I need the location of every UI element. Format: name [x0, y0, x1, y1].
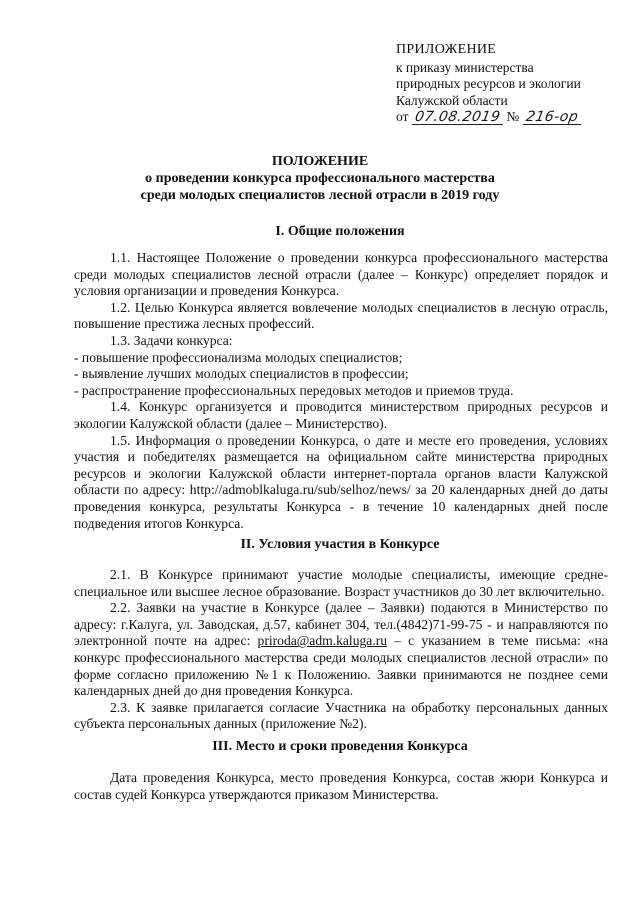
- paragraph-1-5: 1.5. Информация о проведении Конкурса, о дате и месте его проведения, условиях участия и победителях размещается на официальном сайте министерства природных ресурсов и экологии Калужской области интернет-портала органов власти Калужской области по адресу: http://admoblkaluga.ru/sub/selhoz/news/ за 20 календарных дней до даты проведения конкурса, результаты Конкурса - в течение 10 календарных дней после подведения итогов Конкурса.: [74, 432, 608, 531]
- section-2-body: [74, 567, 608, 733]
- appendix-title: ПРИЛОЖЕНИЕ: [396, 42, 497, 57]
- section-1-body: [74, 250, 608, 532]
- paragraph-1-3: 1.3. Задачи конкурса:: [110, 332, 233, 348]
- paragraph-1-4: 1.4. Конкурс организуется и проводится министерством природных ресурсов и экологии Калужской области (далее – Министерство).: [74, 399, 608, 431]
- appendix-block: [396, 42, 626, 126]
- number-sign: №: [506, 109, 520, 124]
- paragraph-1-2: 1.2. Целью Конкурса является вовлечение молодых специалистов в лесную отрасль, повышение престижа лесных профессий.: [74, 299, 608, 332]
- document-title: [0, 153, 640, 204]
- paragraph-3-1: Дата проведения Конкурса, место проведения Конкурса, состав жюри Конкурса и состав судей Конкурса утверждаются приказом Министерства.: [74, 770, 608, 802]
- date-prefix: от: [396, 109, 409, 124]
- document-title-line-2: о проведении конкурса профессионального мастерства: [145, 171, 495, 186]
- document-title-line-3: среди молодых специалистов лесной отрасли в 2019 году: [140, 188, 500, 203]
- task-item-3: - распространение профессиональных передовых методов и приемов труда.: [74, 382, 514, 398]
- paragraph-2-2: [74, 600, 608, 700]
- section-3-body: [74, 770, 608, 803]
- order-date-line: [396, 109, 626, 126]
- task-item-2: - выявление лучших молодых специалистов в профессии;: [74, 366, 409, 382]
- paragraph-2-3: 2.3. К заявке прилагается согласие Участника на обработку персональных данных субъекта персональных данных (приложение №2).: [74, 699, 608, 732]
- appendix-line-2: природных ресурсов и экологии: [396, 76, 581, 91]
- paragraph-2-2-start: 2.2. Заявки на участие в Конкурсе (далее – Заявки) подаются в Министерство по адресу: г.Калуга, ул. Заводская, д.57, кабинет 304, тел.(4842)71-99-75 - и направляются по электронной почте на адрес:: [74, 600, 608, 649]
- email-link[interactable]: priroda@adm.kaluga.ru: [257, 633, 388, 649]
- paragraph-2-2-end: – с указанием в теме письма: «на конкурс профессионального мастерства среди молодых специалистов лесной отрасли» по форме согласно приложению №1 к Положению. Заявки принимаются не позднее семи календарных дней до дня проведения Конкурса.: [74, 633, 608, 699]
- handwritten-date-field: [412, 109, 503, 125]
- handwritten-number-field: [523, 109, 581, 125]
- paragraph-2-1: 2.1. В Конкурсе принимают участие молодые специалисты, имеющие средне-специальное или высшее лесное образование. Возраст участников до 30 лет включительно.: [74, 567, 608, 599]
- appendix-line-1: к приказу министерства: [396, 59, 534, 75]
- document-title-line-1: ПОЛОЖЕНИЕ: [271, 154, 369, 169]
- handwritten-date: 07.08.2019: [413, 109, 502, 125]
- handwritten-number: 216-ор: [524, 109, 580, 125]
- section-1-heading: I. Общие положения: [275, 224, 405, 239]
- task-item-1: - повышение профессионализма молодых специалистов;: [74, 349, 403, 365]
- section-3-heading: III. Место и сроки проведения Конкурса: [212, 739, 468, 754]
- section-2-heading: II. Условия участия в Конкурсе: [240, 537, 440, 552]
- appendix-line-3: Калужской области: [396, 92, 508, 108]
- paragraph-1-1: 1.1. Настоящее Положение о проведении конкурса профессионального мастерства среди молодых специалистов лесной отрасли (далее – Конкурс) определяет порядок и условия организации и проведения Конкурса.: [74, 250, 608, 299]
